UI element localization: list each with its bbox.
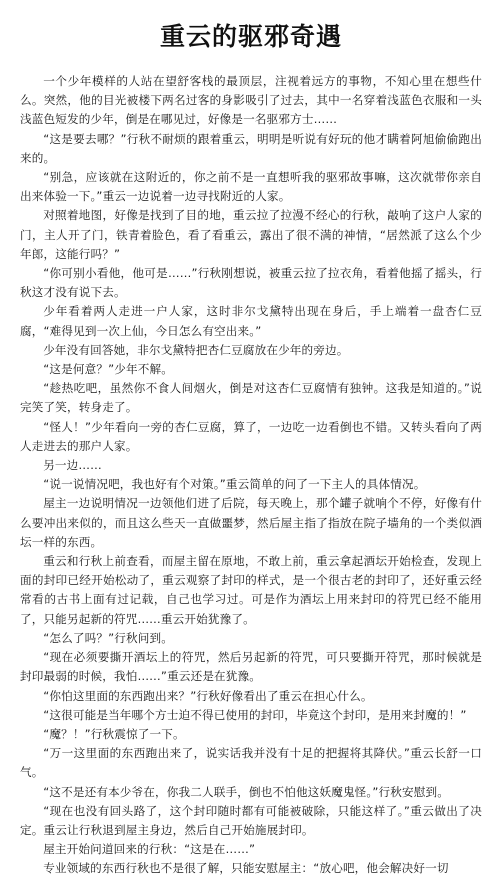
story-paragraph: 少年看着两人走进一户人家，这时非尔戈黛特出现在身后，手上端着一盘杏仁豆腐，“难得见到一次上仙，今日怎么有空出来。” [20,304,482,338]
story-paragraph: 专业领域的东西行秋也不是很了解，只能安慰屋主：“放心吧，他会解决好一切 [43,861,449,876]
story-paragraph: “怪人！”少年看向一旁的杏仁豆腐，算了，一边吃一边看倒也不错。又转头看向了两人走进去的那户人家。 [20,419,482,453]
story-paragraph: 屋主一边说明情况一边领他们进了后院，每天晚上，那个罐子就响个不停，好像有什么要冲出来似的，而且这么些天一直做噩梦，然后屋主指了指放在院子墙角的一个类似酒坛一样的东西。 [20,496,482,549]
story-body [20,72,482,879]
story-paragraph: “现在也没有回头路了，这个封印随时都有可能被破除，只能这样了。”重云做出了决定。重云让行秋退到屋主身边，然后自己开始施展封印。 [20,803,482,837]
story-paragraph: 另一边…… [43,458,102,473]
story-paragraph: 屋主开始问道回来的行秋：“这是在……” [43,842,256,857]
story-paragraph: “说一说情况吧，我也好有个对策。”重云简单的问了一下主人的具体情况。 [43,477,426,492]
story-paragraph: 少年没有回答她，非尔戈黛特把杏仁豆腐放在少年的旁边。 [43,342,349,357]
story-paragraph: “魔？！”行秋震惊了一下。 [43,726,185,741]
story-paragraph: “趁热吃吧，虽然你不食人间烟火，倒是对这杏仁豆腐情有独钟。这我是知道的。”说完笑了笑，转身走了。 [20,381,482,415]
story-paragraph: 对照着地图，好像是找到了目的地，重云拉了拉漫不经心的行秋，敲响了这户人家的门，主人开了门，铁青着脸色，看了看重云，露出了很不满的神情，“居然派了这么个少年郎，这能行吗？” [20,208,482,261]
story-paragraph: “别急，应该就在这附近的，你之前不是一直想听我的驱邪故事嘛，这次就带你亲自出来体验一下。”重云一边说着一边寻找附近的人家。 [20,170,482,204]
story-paragraph: “这是要去哪？”行秋不耐烦的跟着重云，明明是听说有好玩的他才瞒着阿旭偷偷跑出来的。 [20,131,482,165]
story-paragraph: “这很可能是当年哪个方士迫不得已使用的封印，毕竟这个封印，是用来封魔的！” [43,707,467,722]
story-paragraph: 重云和行秋上前查看，而屋主留在原地，不敢上前，重云拿起酒坛开始检查，发现上面的封印已经开始松动了，重云观察了封印的样式，是一个很古老的封印了，还好重云经常看的古书上面有过记载，自己也学习过。可是作为酒坛上用来封印的符咒已经不能用了，只能另起新的符咒……重云开始犹豫了。 [20,554,482,626]
story-paragraph: “你怕这里面的东西跑出来？”行秋好像看出了重云在担心什么。 [43,688,373,703]
story-paragraph: “现在必须要撕开酒坛上的符咒，然后另起新的符咒，可只要撕开符咒，那时候就是封印最弱的时候，我怕……”重云还是在犹豫。 [20,650,482,684]
story-paragraph: “你可别小看他，他可是……”行秋刚想说，被重云拉了拉衣角，看着他摇了摇头，行秋这才没有说下去。 [20,266,482,300]
story-title: 重云的驱邪奇遇 [159,22,342,51]
story-paragraph: 一个少年模样的人站在望舒客栈的最顶层，注视着远方的事物，不知心里在想些什么。突然，他的目光被楼下两名过客的身影吸引了过去，其中一名穿着浅蓝色衣服和一头浅蓝色短发的少年，倒是在哪见过，好像是一名驱邪方士…… [20,74,482,127]
story-paragraph: “这是何意？”少年不解。 [43,362,173,377]
story-paragraph: “怎么了吗？”行秋问到。 [43,630,173,645]
story-paragraph: “万一这里面的东西跑出来了，说实话我并没有十足的把握将其降伏。”重云长舒一口气。 [20,746,482,780]
story-paragraph: “这不是还有本少爷在，你我二人联手，倒也不怕他这妖魔鬼怪。”行秋安慰到。 [43,784,449,799]
